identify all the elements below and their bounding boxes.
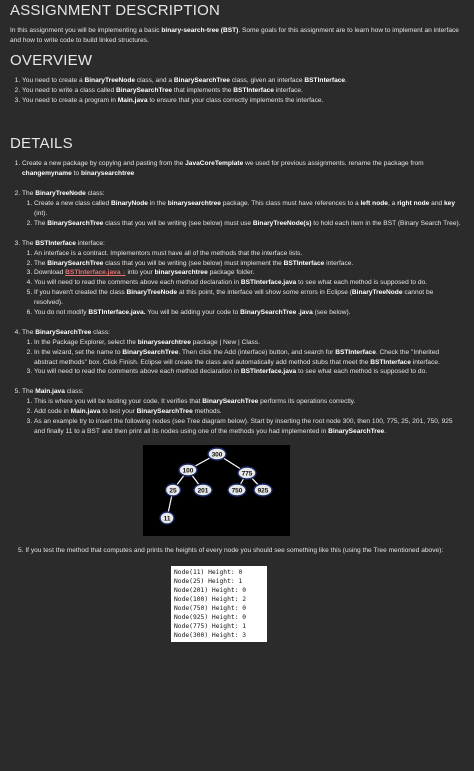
sublist-item: 1. This is where you will be testing your code. It verifies that BinarySearchTree performs its operations correctly. [34, 397, 464, 407]
bstinterface-download-link[interactable]: BSTInterface.java ↓ [65, 269, 126, 277]
sublist-item: 2. The BinarySearchTree class that you will be writing (see below) must implement the BSTInterface interface. [34, 259, 464, 269]
tree-node-925 [254, 484, 272, 496]
output-line: Node(201) Height: 0 [174, 586, 247, 594]
details-step-2: 2. The BinaryTreeNode class: 1. Create a new class called BinaryNode in the binarysearchtree package. This class must have references to a left node, a right node and key (int). 2. The BinarySearchTree class that you will be writing (see below) must use BinaryTreeNode(s) to hold each item in the BST (Binary Search Tree). [22, 189, 464, 229]
sublist-item: 2. Add code in Main.java to test your BinarySearchTree methods. [34, 407, 464, 417]
sublist-item: 1. An interface is a contract. Implementors must have all of the methods that the interface lists. [34, 249, 464, 259]
svg-text:25: 25 [169, 487, 177, 495]
overview-item: 2. You need to write a class called BinarySearchTree that implements the BSTInterface interface. [22, 86, 464, 96]
tree-node-300 [208, 448, 226, 460]
intro-bst-term: binary-search-tree (BST) [161, 27, 239, 34]
details-list [10, 159, 464, 436]
tree-node-775 [238, 467, 256, 479]
sublist-item: 3. You will need to read the comments above each method declaration in BSTInterface.java to see what each method is supposed to do. [34, 367, 464, 377]
sublist-item: 3. As an example try to insert the following nodes (see Tree diagram below). Start by inserting the root node 300, then 100, 775, 25, 201, 750, 925 and finally 11 to a BST and then print all its nodes using one of the methods you had implemented in BinarySearchTree. [34, 417, 464, 437]
output-line: Node(25) Height: 1 [174, 577, 243, 585]
heading-details: DETAILS [10, 135, 73, 153]
sublist-item: 6. You do not modify BSTInterface.java. You will be adding your code to BinarySearchTree .java (see below). [34, 308, 464, 318]
svg-text:201: 201 [197, 487, 209, 495]
overview-item: 3. You need to create a program in Main.java to ensure that your class correctly implements the interface. [22, 96, 464, 106]
step-2-sublist [22, 199, 464, 229]
step-3-sublist [22, 249, 464, 318]
heading-assignment-description: ASSIGNMENT DESCRIPTION [10, 2, 220, 19]
svg-text:11: 11 [163, 515, 171, 523]
output-line: Node(775) Height: 1 [174, 622, 247, 630]
output-line: Node(300) Height: 3 [174, 631, 247, 639]
details-step-4: 4. The BinarySearchTree class: 1. In the Package Explorer, select the binarysearchtree package | New | Class. 2. In the wizard, set the name to BinarySearchTree. Then click the Add (interface) button, and search for BSTInterface. Check the "Inherited abstract methods" box. Click Finish. Eclipse will create the class and automatically add method stubs that meet the BSTInterface interface. 3. You will need to read the comments above each method declaration in BSTInterface.java to see what each method is supposed to do. [22, 328, 464, 377]
details-step-1: 1. Create a new package by copying and pasting from the JavaCoreTemplate we used for previous assignments. rename the package from changemyname to binarysearchtree [22, 159, 464, 179]
sublist-item: 1. In the Package Explorer, select the binarysearchtree package | New | Class. [34, 338, 464, 348]
output-line: Node(925) Height: 0 [174, 613, 247, 621]
bst-tree-diagram [143, 445, 290, 536]
tree-node-201 [194, 484, 212, 496]
svg-text:925: 925 [257, 487, 269, 495]
tree-node-750 [228, 484, 246, 496]
tree-node-100 [179, 464, 197, 476]
details-step-5: 5. The Main.java class: 1. This is where you will be testing your code. It verifies that BinarySearchTree performs its operations correctly. 2. Add code in Main.java to test your BinarySearchTree methods. 3. As an example try to insert the following nodes (see Tree diagram below). Start by inserting the root node 300, then 100, 775, 25, 201, 750, 925 and finally 11 to a BST and then print all its nodes using one of the methods you had implemented in BinarySearchTree. [22, 387, 464, 436]
svg-text:300: 300 [211, 451, 223, 459]
svg-text:100: 100 [182, 467, 194, 475]
svg-text:775: 775 [241, 470, 253, 478]
output-line: Node(11) Height: 0 [174, 568, 243, 576]
svg-text:750: 750 [231, 487, 243, 495]
sublist-item: 1. Create a new class called BinaryNode in the binarysearchtree package. This class must have references to a left node, a right node and key (int). [34, 199, 464, 219]
tree-svg [143, 445, 290, 536]
output-line: Node(750) Height: 0 [174, 604, 247, 612]
sublist-item: 5. If you haven't created the class BinaryTreeNode at this point, the interface will show some errors in Eclipse (BinaryTreeNode cannot be resolved). [34, 288, 464, 308]
heading-overview: OVERVIEW [10, 51, 93, 69]
tree-node-25 [166, 484, 181, 496]
overview-item: 1. You need to create a BinaryTreeNode class, and a BinarySearchTree class, given an interface BSTInterface. [22, 76, 464, 86]
tree-node-11 [160, 512, 174, 524]
sublist-item: 2. In the wizard, set the name to BinarySearchTree. Then click the Add (interface) button, and search for BSTInterface. Check the "Inherited abstract methods" box. Click Finish. Eclipse will create the class and automatically add method stubs that meet the BSTInterface interface. [34, 348, 464, 368]
sublist-item: 4. You will need to read the comments above each method declaration in BSTInterface.java to see what each method is supposed to do. [34, 278, 464, 288]
step-5-sublist [22, 397, 464, 437]
intro-paragraph [10, 26, 464, 46]
heights-note: 5. If you test the method that computes and prints the heights of every node you should see something like this (using the Tree mentioned above): [18, 546, 444, 554]
sublist-item: 3. Download BSTInterface.java ↓ into your binarysearchtree package folder. [34, 268, 464, 278]
step-4-sublist [22, 338, 464, 378]
heights-output-box [171, 566, 267, 642]
intro-text: In this assignment you will be implementing a basic [10, 27, 162, 34]
overview-list [10, 76, 464, 106]
output-line: Node(100) Height: 2 [174, 595, 247, 603]
intro-text-end: . Some goals for this assignment are to learn how to implement an interface and how to write code to build linked structures. [10, 27, 459, 44]
sublist-item: 2. The BinarySearchTree class that you will be writing (see below) must use BinaryTreeNode(s) to hold each item in the BST (Binary Search Tree). [34, 219, 464, 229]
details-step-3: 3. The BSTInterface interface: 1. An interface is a contract. Implementors must have all of the methods that the interface lists. 2. The BinarySearchTree class that you will be writing (see below) must implement the BSTInterface interface. 3. Download BSTInterface.java ↓ into your binarysearchtree package folder. 4. You will need to read the comments above each method declaration in BSTInterface.java to see what each method is supposed to do. 5. If you haven't created the class BinaryTreeNode at this point, the interface will show some errors in Eclipse (BinaryTreeNode cannot be resolved). 6. You do not modify BSTInterface.java. You will be adding your code to BinarySearchTree .java (see below). [22, 239, 464, 318]
